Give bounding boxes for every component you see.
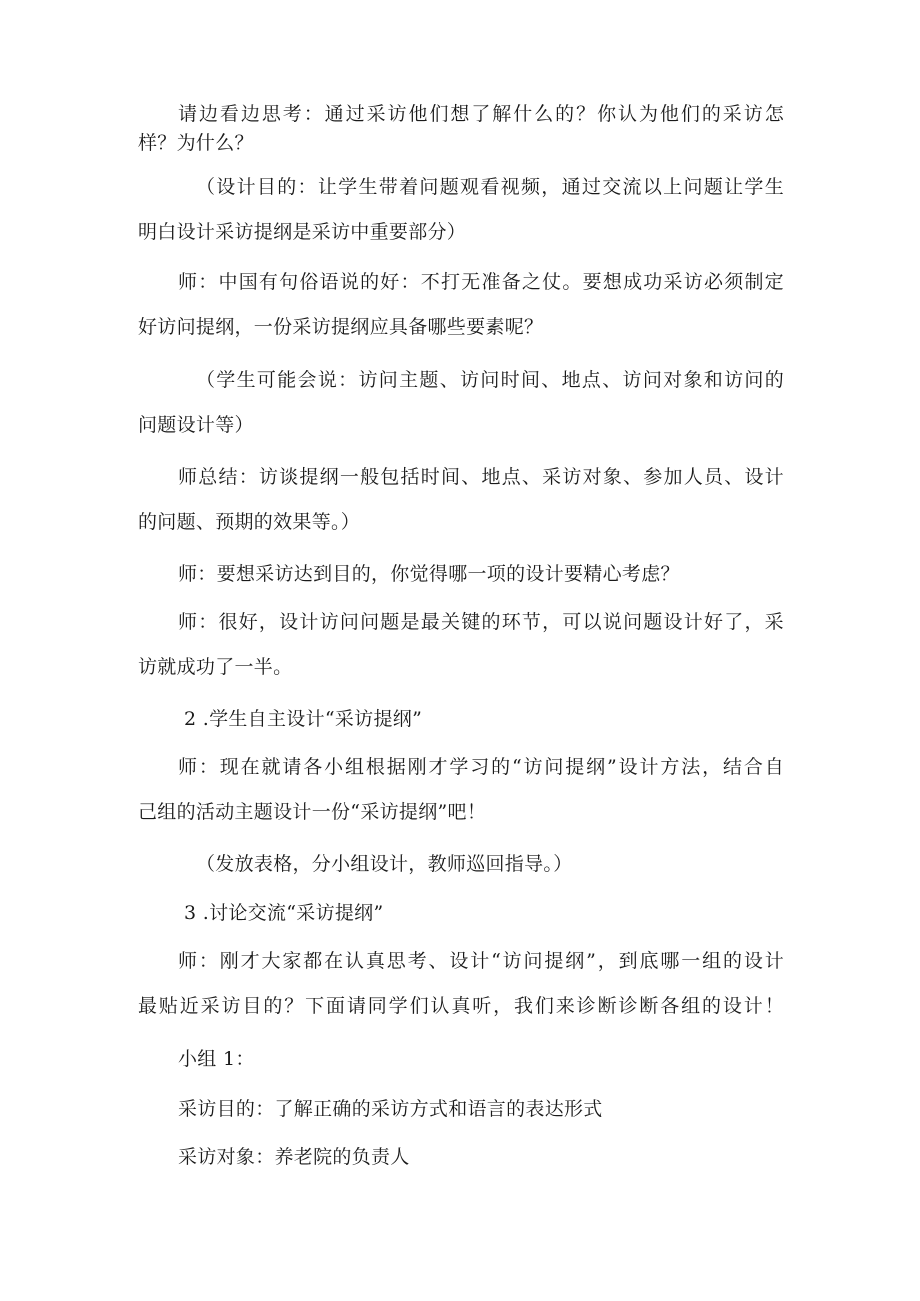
- text-line: 的问题、预期的效果等。）: [138, 511, 361, 533]
- section-heading-3: [138, 901, 784, 925]
- text-line: 2 .学生自主设计“采访提纲”: [184, 708, 423, 730]
- text-line: 3 .讨论交流“采访提纲”: [184, 902, 384, 924]
- text-line: 采访目的：了解正确的采访方式和语言的表达形式: [178, 1098, 603, 1120]
- text-line: 请边看边思考：通过采访他们想了解什么的？你认为他们的采访怎: [178, 103, 784, 125]
- text-line: 问题设计等）: [138, 414, 254, 436]
- text-line: 师总结：访谈提纲一般包括时间、地点、采访对象、参加人员、设计: [178, 466, 784, 488]
- text-line: 师：刚才大家都在认真思考、设计“访问提纲”，到底哪一组的设计: [178, 950, 784, 972]
- text-line: 明白设计采访提纲是采访中重要部分）: [138, 221, 467, 243]
- paragraph-handout-note: [138, 852, 784, 876]
- paragraph-teacher-question: [138, 562, 784, 586]
- text-line: 采访对象：养老院的负责人: [178, 1146, 410, 1168]
- paragraph-group-design: [138, 755, 784, 824]
- paragraph-student-answers: [138, 368, 784, 437]
- text-line: 师：中国有句俗语说的好：不打无准备之仗。要想成功采访必须制定: [178, 271, 784, 293]
- text-line: 最贴近采访目的？下面请同学们认真听，我们来诊断诊断各组的设计！: [138, 995, 784, 1017]
- text-line: 师：现在就请各小组根据刚才学习的“访问提纲”设计方法，结合自: [178, 756, 784, 778]
- text-line: 访就成功了一半。: [138, 656, 293, 678]
- text-line: 好访问提纲，一份采访提纲应具备哪些要素呢？: [138, 316, 544, 338]
- paragraph-teacher-key-point: [138, 610, 784, 679]
- section-heading-2: [138, 707, 784, 731]
- paragraph-watch-and-think: [138, 102, 784, 155]
- paragraph-design-purpose: [138, 175, 784, 244]
- text-line: 师：很好，设计访问问题是最关键的环节，可以说问题设计好了，采: [178, 611, 784, 633]
- text-line: （设计目的：让学生带着问题观看视频，通过交流以上问题让学生: [196, 176, 784, 198]
- paragraph-group-1-label: [138, 1047, 784, 1071]
- text-line: 小组 1：: [178, 1048, 255, 1070]
- paragraph-interview-target: [138, 1145, 784, 1169]
- text-line: （学生可能会说：访问主题、访问时间、地点、访问对象和访问的: [196, 369, 784, 391]
- text-line: （发放表格，分小组设计，教师巡回指导。）: [196, 853, 573, 875]
- text-line: 己组的活动主题设计一份“采访提纲”吧！: [138, 801, 487, 823]
- text-line: 师：要想采访达到目的，你觉得哪一项的设计要精心考虑？: [178, 563, 680, 585]
- paragraph-interview-purpose: [138, 1097, 784, 1121]
- paragraph-teacher-summary: [138, 465, 784, 534]
- text-line: 样？为什么？: [138, 132, 254, 154]
- paragraph-discussion: [138, 949, 784, 1018]
- paragraph-teacher-proverb: [138, 270, 784, 339]
